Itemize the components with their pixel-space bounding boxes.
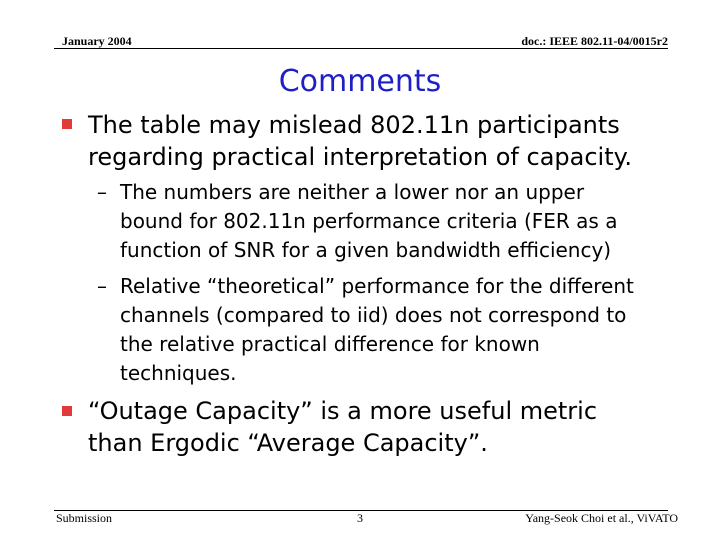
- sub-bullet-2-line-1: Relative “theoretical” performance for the different: [120, 274, 634, 298]
- bullet-2-line-1: “Outage Capacity” is a more useful metric: [88, 397, 598, 425]
- bullet-marker: [62, 406, 72, 416]
- bullet-1-line-2: regarding practical interpretation of capacity.: [88, 143, 633, 171]
- bullet-marker: [62, 119, 72, 129]
- bullet-2-line-2: than Ergodic “Average Capacity”.: [88, 429, 488, 457]
- sub-bullet-2-line-2: channels (compared to iid) does not correspond to: [120, 303, 627, 327]
- sub-bullet-1-line-2: bound for 802.11n performance criteria (FER as a: [120, 209, 618, 233]
- sub-bullet-marker: –: [97, 274, 107, 298]
- sub-bullet-1-line-3: function of SNR for a given bandwidth efficiency): [120, 238, 612, 262]
- slide-title: Comments: [278, 64, 442, 99]
- header-date: January 2004: [62, 34, 132, 48]
- sub-bullet-1-line-1: The numbers are neither a lower nor an upper: [120, 180, 585, 204]
- sub-bullet-marker: –: [97, 180, 107, 204]
- bullet-2: [88, 395, 688, 459]
- sub-bullet-2: [120, 272, 680, 388]
- sub-bullet-2-line-4: techniques.: [120, 361, 237, 385]
- sub-bullet-1: [120, 178, 680, 265]
- header-doc-id: doc.: IEEE 802.11-04/0015r2: [521, 34, 668, 48]
- header-divider: [54, 48, 668, 49]
- bullet-1-line-1: The table may mislead 802.11n participants: [88, 111, 620, 139]
- bullet-1: [88, 109, 688, 173]
- footer-page-number: 3: [357, 511, 363, 525]
- sub-bullet-2-line-3: the relative practical difference for known: [120, 332, 540, 356]
- footer-authors: Yang-Seok Choi et al., ViVATO: [525, 511, 678, 525]
- footer-submission: Submission: [56, 511, 113, 525]
